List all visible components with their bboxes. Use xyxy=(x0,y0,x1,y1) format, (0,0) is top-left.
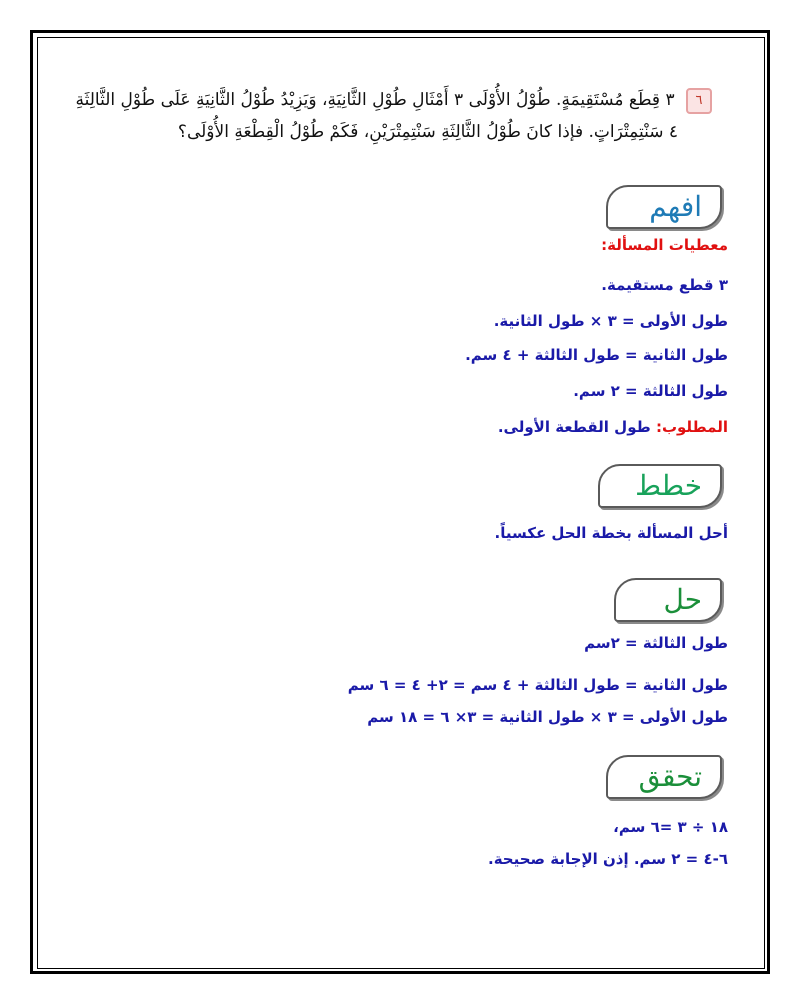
problem-line-1 xyxy=(72,84,712,116)
solve-line-1: طول الثالثة = ٢سم xyxy=(584,634,728,652)
check-line-1: ١٨ ÷ ٣ =٦ سم، xyxy=(613,818,728,836)
given-line-4: طول الثالثة = ٢ سم. xyxy=(573,382,728,400)
check-line-2: ٦-٤ = ٢ سم. إذن الإجابة صحيحة. xyxy=(488,850,728,868)
problem-text-line-1: ٣ قِطَع مُسْتَقِيمَةٍ. طُوْلُ الأُوْلَى ٣ أَمْثَالِ طُوْلِ الثَّانِيَةِ، وَيَزِيْدُ طُوْلُ الثَّانِيَةِ عَلَى طُوْلِ الثَّالِثَةِ xyxy=(75,90,675,110)
solve-line-2: طول الثانية = طول الثالثة + ٤ سم = ٢+ ٤ = ٦ سم xyxy=(347,676,728,694)
required-text: طول القطعة الأولى. xyxy=(497,418,656,436)
required-label: المطلوب: xyxy=(655,418,728,436)
solve-badge: حل xyxy=(614,578,722,622)
problem-statement xyxy=(72,84,712,148)
plan-text: أحل المسألة بخطة الحل عكسياً. xyxy=(494,524,728,542)
understand-badge: افهم xyxy=(606,185,722,229)
plan-badge: خطط xyxy=(598,464,722,508)
solve-line-3: طول الأولى = ٣ × طول الثانية = ٣× ٦ = ١٨ سم xyxy=(367,708,728,726)
problem-text-line-2: ٤ سَنْتِمِتْرَاتٍ. فإذا كانَ طُوْلُ الثَّالِثَةِ سَنْتِمِتْرَيْنِ، فَكَمْ طُوْلُ الْقِطْعَةِ الأُوْلَى؟ xyxy=(177,122,678,142)
required-line xyxy=(498,418,728,436)
givens-label: معطيات المسألة: xyxy=(601,236,728,254)
check-badge: تحقق xyxy=(606,755,722,799)
given-line-2: طول الأولى = ٣ × طول الثانية. xyxy=(493,312,728,330)
question-number-badge: ٦ xyxy=(686,88,712,114)
given-line-1: ٣ قطع مستقيمة. xyxy=(601,276,728,294)
given-line-3: طول الثانية = طول الثالثة + ٤ سم. xyxy=(465,346,728,364)
